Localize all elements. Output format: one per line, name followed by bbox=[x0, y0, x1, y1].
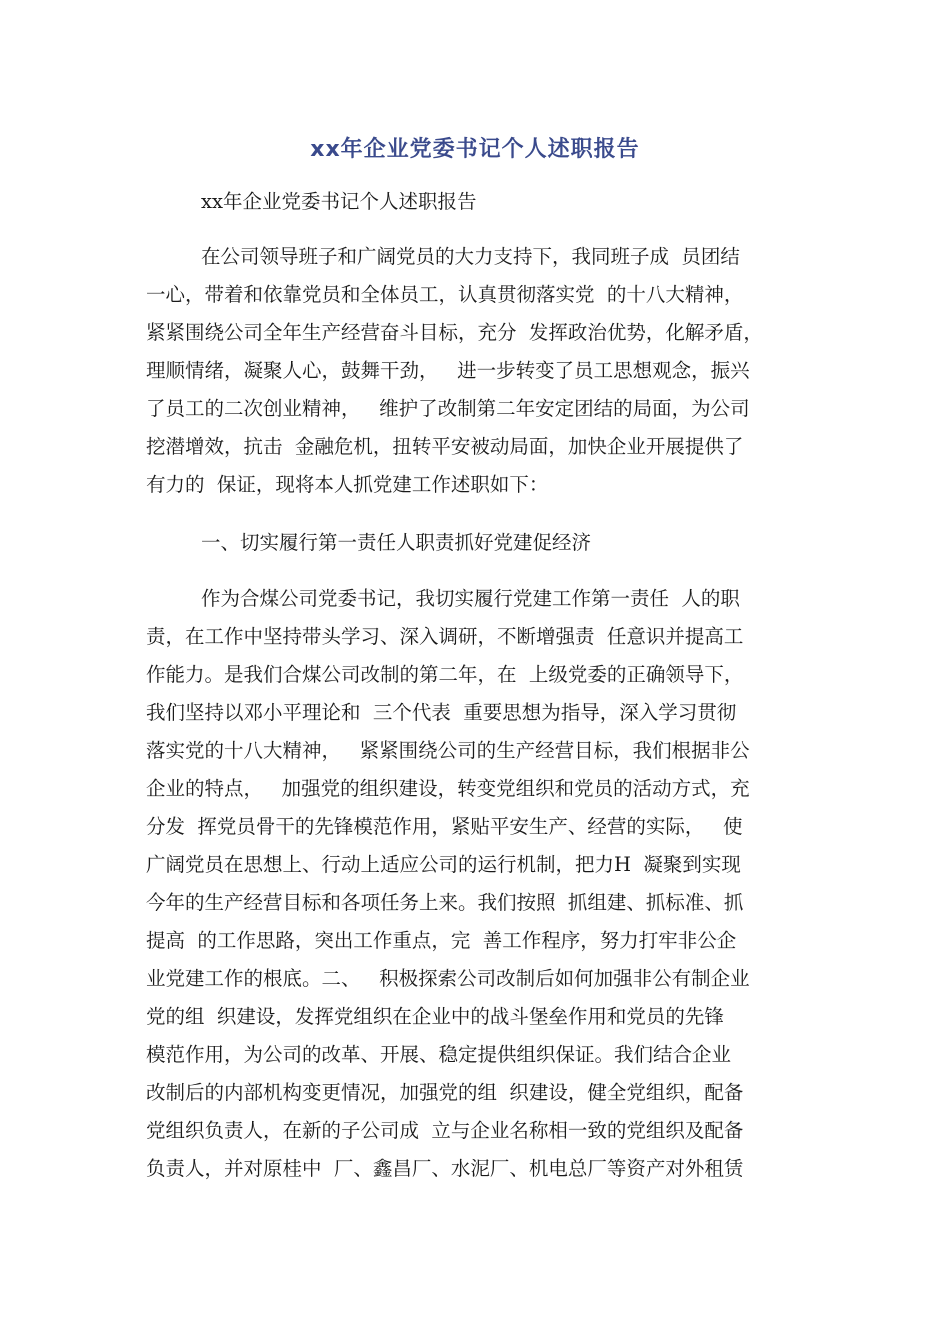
paragraph-line: 我们坚持以邓小平理论和 三个代表 重要思想为指导，深入学习贯彻 bbox=[146, 701, 737, 724]
paragraph-line: 理顺情绪，凝聚人心，鼓舞干劲， 进一步转变了员工思想观念，振兴 bbox=[146, 359, 750, 382]
document-title: xx年企业党委书记个人述职报告 bbox=[310, 137, 640, 162]
paragraph-line: 分发 挥党员骨干的先锋模范作用，紧贴平安生产、经营的实际， 使 bbox=[146, 815, 743, 838]
paragraph-line: 党组织负责人，在新的子公司成 立与企业名称相一致的党组织及配备 bbox=[146, 1119, 744, 1142]
document-subtitle: xx年企业党委书记个人述职报告 bbox=[201, 190, 477, 213]
paragraph-line: 今年的生产经营目标和各项任务上来。我们按照 抓组建、抓标准、抓 bbox=[146, 891, 744, 914]
paragraph-line: 改制后的内部机构变更情况，加强党的组 织建设，健全党组织，配备 bbox=[146, 1081, 744, 1104]
paragraph-line: 责，在工作中坚持带头学习、深入调研，不断增强责 任意识并提高工 bbox=[146, 625, 744, 648]
paragraph-line: 作能力。是我们合煤公司改制的第二年，在 上级党委的正确领导下， bbox=[146, 663, 744, 686]
paragraph-line: 紧紧围绕公司全年生产经营奋斗目标，充分 发挥政治优势，化解矛盾， bbox=[146, 321, 763, 344]
paragraph-line: 负责人，并对原桂中 厂、鑫昌厂、水泥厂、机电总厂等资产对外租赁 bbox=[146, 1157, 744, 1180]
paragraph-line: 作为合煤公司党委书记，我切实履行党建工作第一责任 人的职 bbox=[201, 587, 740, 610]
paragraph-line: 党的组 织建设，发挥党组织在企业中的战斗堡垒作用和党员的先锋 bbox=[146, 1005, 724, 1028]
paragraph-line: 落实党的十八大精神， 紧紧围绕公司的生产经营目标，我们根据非公 bbox=[146, 739, 750, 762]
paragraph-line: 模范作用，为公司的改革、开展、稳定提供组织保证。我们结合企业 bbox=[146, 1043, 732, 1066]
paragraph-line: 业党建工作的根底。二、 积极探索公司改制后如何加强非公有制企业 bbox=[146, 967, 750, 990]
paragraph-line: 在公司领导班子和广阔党员的大力支持下，我同班子成 员团结 bbox=[201, 245, 740, 268]
paragraph-line: 了员工的二次创业精神， 维护了改制第二年安定团结的局面，为公司 bbox=[146, 397, 750, 420]
paragraph-line: 有力的 保证，现将本人抓党建工作述职如下： bbox=[146, 473, 549, 496]
paragraph-line: 一心，带着和依靠党员和全体员工，认真贯彻落实党 的十八大精神， bbox=[146, 283, 744, 306]
paragraph-line: 挖潜增效，抗击 金融危机，扭转平安被动局面，加快企业开展提供了 bbox=[146, 435, 744, 458]
paragraph-line: 提高 的工作思路，突出工作重点，完 善工作程序，努力打牢非公企 bbox=[146, 929, 737, 952]
paragraph-line: 企业的特点， 加强党的组织建设，转变党组织和党员的活动方式，充 bbox=[146, 777, 750, 800]
section-heading: 一、切实履行第一责任人职责抓好党建促经济 bbox=[201, 531, 592, 554]
paragraph-line: 广阔党员在思想上、行动上适应公司的运行机制，把力H 凝聚到实现 bbox=[146, 853, 741, 876]
